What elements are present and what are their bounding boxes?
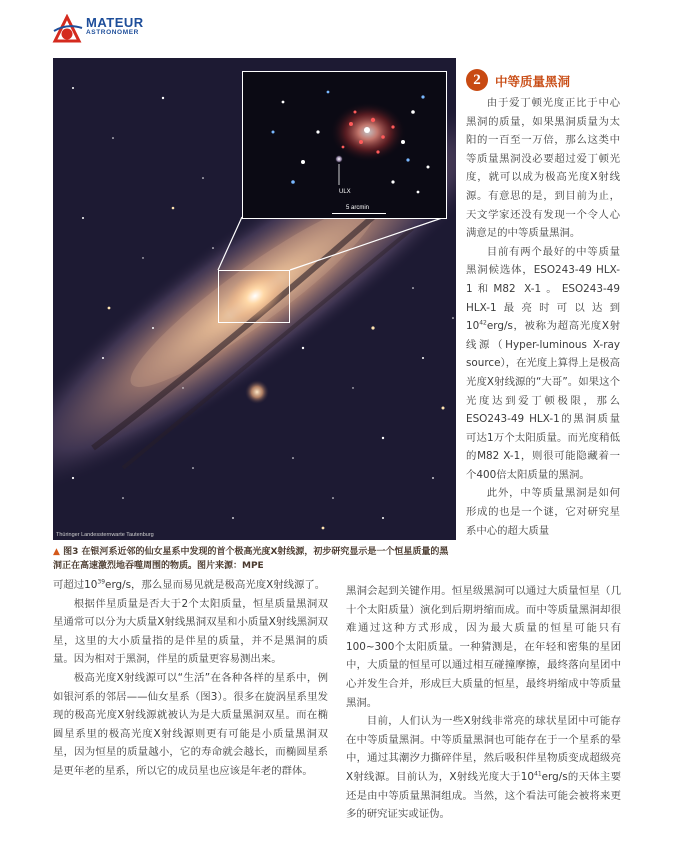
logo-subtitle: ASTRONOMER: [86, 29, 139, 36]
right-column-text: [466, 94, 620, 540]
logo-mark-icon: [54, 17, 82, 41]
ulx-label: ULX: [339, 189, 351, 195]
section-title: 中等质量黑洞: [495, 74, 571, 89]
figure-caption: [53, 545, 456, 573]
caption-text: 图3 在银河系近邻的仙女星系中发现的首个极高光度X射线源，初步研究显示是一个恒星质量的黑洞正在高速激烈地吞噬周围的物质。图片来源：MPE: [53, 547, 449, 571]
paragraph: 可超过$10^{39}erg/s$，那么显而易见就是极高光度X射线源了。: [53, 578, 326, 591]
photo-credit: Thüringer Landessternwarte Tautenburg: [56, 532, 154, 538]
caption-triangle-icon: ▲: [53, 547, 60, 557]
paragraph: 目前，人们认为一些X射线非常亮的球状星团中可能存在中等质量黑洞。中等质量黑洞也可能存在于一个星系的晕中，通过其潮汐力撕碎伴星，然后吸积伴星物质变成超级亮X射线源。目前认为，X射线光度大于$10^{41}erg/s$的天体主要还是由中等质量黑洞组成。当然，这个看法可能会被将来更多的研究证实或证伪。: [346, 715, 621, 821]
paragraph: 由于爱丁顿光度正比于中心黑洞的质量，如果黑洞质量为太阳的一百至一万倍，那么这类中等质量黑洞没必要超过爱丁顿光度，就可以成为极高光度X射线源。有意思的是，到目前为止，天文学家还没有发现一个令人心满意足的中等质量黑洞。: [466, 97, 620, 240]
right-bottom-column-text: [346, 582, 621, 824]
xray-inset-image: [242, 71, 447, 219]
zoom-region-box: [218, 270, 290, 323]
scale-bar: [332, 213, 386, 214]
left-column-text: [53, 576, 328, 781]
paragraph: 极高光度X射线源可以“生活”在各种各样的星系中，例如银河系的邻居——仙女星系（图3）。很多在旋涡星系里发现的极高光度X射线源就被认为是大质量黑洞双星。而在椭圆星系里的极高光度X射线源则更有可能是小质量黑洞双星，因为恒星的质量越小，它的寿命就会越长，而椭圆星系是更年老的星系，所以它的成员星也应该是年老的群体。: [53, 671, 328, 777]
paragraph: 此外，中等质量黑洞是如何形成的也是一个谜，它对研究星系中心的超大质量: [466, 487, 620, 537]
section-number-badge: 2: [466, 69, 488, 91]
paragraph: 黑洞会起到关键作用。恒星级黑洞可以通过大质量恒星（几十个太阳质量）演化到后期坍缩而成。而中等质量黑洞却很难通过这种方式形成，因为最大质量的恒星可能只有100~300个太阳质量。一种猜测是，在年轻和密集的星团中，大质量的恒星可以通过相互碰撞摩擦，最终落向星团中心并发生合并，形成巨大质量的恒星，最终坍缩成中等质量黑洞。: [346, 585, 621, 709]
paragraph: 目前有两个最好的中等质量黑洞候选体，ESO243-49 HLX-1和M82 X-1。ESO243-49 HLX-1最亮时可以达到$10^{42}erg/s$，被称为超高光度X射线源（Hyper-luminous X-ray source），在光度上算得上是极高光度X射线源的“大哥”。如果这个光度达到爱丁顿极限，那么ESO243-49 HLX-1的黑洞质量可达1万个太阳质量。而光度稍低的M82 X-1，则很可能隐藏着一个400倍太阳质量的黑洞。: [466, 245, 620, 481]
scale-label: 5 arcmin: [346, 205, 370, 211]
paragraph: 根据伴星质量是否大于2个太阳质量，恒星质量黑洞双星通常可以分为大质量X射线黑洞双星和小质量X射线黑洞双星，这里的大小质量指的是伴星的质量，并不是黑洞的质量。因为相对于黑洞，伴星的质量更容易测出来。: [53, 597, 328, 666]
logo-wordmark: MATEUR: [86, 15, 144, 30]
